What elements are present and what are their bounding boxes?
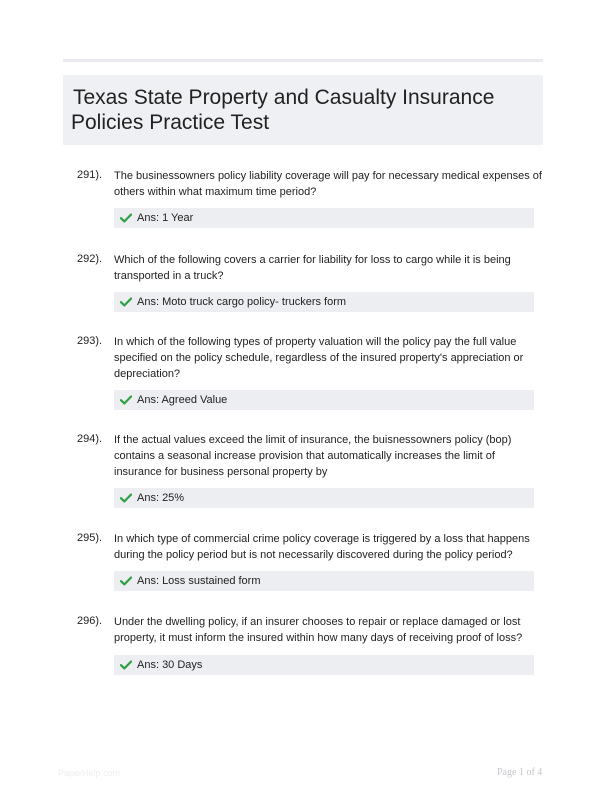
answer-box — [114, 292, 534, 312]
title-banner — [63, 75, 543, 145]
answer-text: Ans: 25% — [137, 492, 185, 504]
question-number: 296). — [77, 615, 103, 627]
answer-text: Ans: Loss sustained form — [137, 575, 261, 587]
page-number: Page 1 of 4 — [497, 767, 543, 778]
check-icon — [120, 660, 132, 670]
answer-box — [114, 655, 534, 675]
question-number: 292). — [77, 253, 103, 265]
answer-text: Ans: 30 Days — [137, 659, 203, 671]
question-text: If the actual values exceed the limit of insurance, the buisnessowners policy (bop) contains a seasonal increase provision that automatically increases the limit of insurance for business personal property by — [114, 434, 512, 478]
question-number: 294). — [77, 433, 103, 445]
question-text: In which of the following types of property valuation will the policy pay the full value specified on the policy schedule, regardless of the insured property's appreciation or depreciation? — [114, 336, 524, 380]
answer-text: Ans: Agreed Value — [137, 394, 228, 406]
question-text: The businessowners policy liability coverage will pay for necessary medical expenses of others within what maximum time period? — [114, 170, 542, 198]
answer-box — [114, 488, 534, 508]
answer-box — [114, 571, 534, 591]
answer-box — [114, 390, 534, 410]
top-divider — [63, 59, 543, 62]
check-icon — [120, 395, 132, 405]
answer-text: Ans: 1 Year — [137, 212, 194, 224]
check-icon — [120, 576, 132, 586]
page-title-line-1: Texas State Property and Casualty Insurance — [73, 86, 495, 109]
question-text: In which type of commercial crime policy coverage is triggered by a loss that happens during the policy period but is not necessarily discovered during the policy period? — [114, 533, 530, 561]
check-icon — [120, 493, 132, 503]
footer-watermark: PaperHelp.com — [58, 768, 121, 778]
question-text: Which of the following covers a carrier for liability for loss to cargo while it is being transported in a truck? — [114, 254, 511, 282]
answer-text: Ans: Moto truck cargo policy- truckers form — [137, 296, 347, 308]
question-text: Under the dwelling policy, if an insurer chooses to repair or replace damaged or lost property, it must inform the insured within how many days of receiving proof of loss? — [114, 616, 523, 644]
question-number: 293). — [77, 335, 103, 347]
question-number: 291). — [77, 169, 103, 181]
question-number: 295). — [77, 532, 103, 544]
answer-box — [114, 208, 534, 228]
check-icon — [120, 297, 132, 307]
check-icon — [120, 213, 132, 223]
page-title-line-2: Policies Practice Test — [71, 111, 270, 134]
